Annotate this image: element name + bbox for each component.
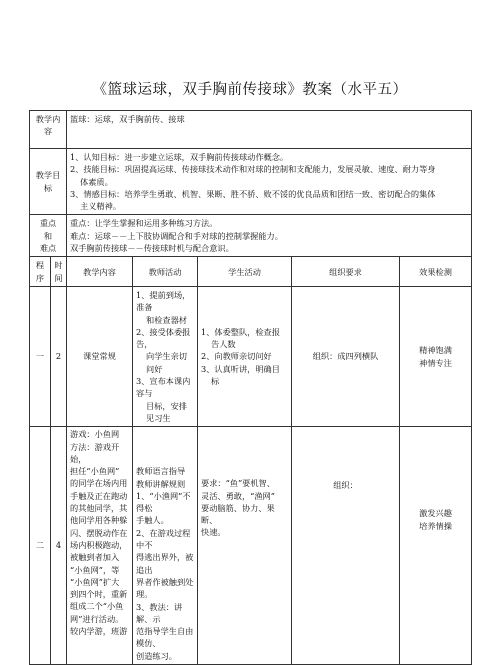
header-effect: 效果检测: [400, 257, 472, 287]
row-content: [67, 427, 133, 665]
goals-list: [67, 149, 472, 215]
row-teacher: [133, 427, 198, 665]
student-step-cont: 标: [211, 376, 220, 387]
row-content: 课堂常规: [67, 286, 133, 426]
teacher-line: 创造练习。: [136, 650, 177, 661]
student-step: 3、认真听讲，明确目: [201, 363, 280, 374]
goals-row: [30, 149, 472, 215]
effect-line: 精神饱满: [419, 345, 452, 356]
student-step: 1、体委整队，检查报: [201, 326, 280, 337]
teacher-line: 2、在游戏过程中不: [136, 527, 191, 551]
row-seq: 一: [30, 286, 51, 426]
content-line: 到四个时，重新: [70, 589, 128, 600]
content-line: 他同学用各种躲: [70, 515, 128, 526]
header-teacher: 教师活动: [133, 257, 198, 287]
goal-item: 3、情感目标：培养学生勇敢、机智、果断、胜不骄、败不馁的优良品质和团结一致、密切配合的集体: [70, 188, 436, 199]
teacher-step: 1、提前到场，准备: [136, 289, 191, 313]
keypoint-line: 重点：让学生掌握和运用多种练习方法。: [70, 218, 218, 229]
keypoint-line: 难点：运球－－上下肢协调配合和手对球的控制掌握能力。: [70, 230, 283, 241]
student-line: 快速。: [201, 527, 226, 538]
goals-label: 教学目标: [30, 149, 67, 215]
content-line: 场内积极跑动，: [70, 539, 128, 550]
keypoints-label-line: 重点: [39, 218, 57, 229]
row-seq: 二: [30, 427, 51, 665]
teacher-line: 范指导学生自由模仿、: [136, 626, 194, 649]
header-student: 学生活动: [198, 257, 292, 287]
row-org: 组织：成四列横队: [292, 286, 400, 426]
effect-line: 神情专注: [419, 357, 452, 368]
content-line: 游戏：小鱼网: [70, 429, 120, 440]
content-line: “小鱼网”，等: [70, 564, 120, 575]
keypoints-label-line: 和: [43, 230, 53, 241]
teacher-step-cont: 和检查器材: [146, 314, 187, 325]
keypoints-text: [67, 215, 472, 257]
content-line: 手触及正在跑动: [70, 490, 128, 501]
teacher-line: 3、教法：讲解、示: [136, 601, 183, 624]
content-line: 方法：游戏开始，: [70, 441, 120, 464]
student-step: 2、向教师亲切问好: [201, 351, 272, 362]
row-student: [198, 427, 292, 665]
header-content: 教学内容: [67, 257, 133, 287]
teacher-line: 手触人。: [136, 515, 169, 526]
content-line: 组成二个“小鱼: [70, 601, 124, 612]
goal-item-cont: 主义精神。: [80, 201, 121, 212]
student-line: 要动脑筋、协力、果断、: [201, 502, 275, 526]
row-time: 2: [51, 286, 67, 426]
content-line: 的同学在场内用: [70, 478, 128, 489]
table-row: [30, 286, 472, 426]
header-seq: 程序: [30, 257, 51, 287]
content-label: 教学内容: [30, 111, 67, 149]
header-org: 组织要求: [292, 257, 400, 287]
row-time: 4: [51, 427, 67, 665]
teacher-line: 教师语言指导: [136, 466, 186, 477]
lesson-plan-table: [29, 110, 472, 665]
content-value: 篮球：运球，双手胸前传、接球: [67, 111, 472, 149]
goal-item: 1、认知目标：进一步建立运球，双手胸前传接球动作概念。: [70, 152, 289, 162]
row-org: 组织：: [292, 427, 400, 665]
content-line: 网”进行活动。: [70, 613, 124, 624]
content-line: “小鱼网”扩大: [70, 576, 120, 587]
row-effect: [400, 286, 472, 426]
teacher-step-cont: 向学生亲切问好: [146, 351, 187, 374]
goal-item: 2、技能目标：巩固提高运球、传接球技术动作和对球的控制和支配能力，发展灵敏、速度、耐力等身: [70, 164, 436, 175]
student-step-cont: 告人数: [211, 339, 236, 350]
student-line: 灵活、勇敢，“渔网”: [201, 490, 275, 501]
header-row: [30, 257, 472, 287]
header-time: 时间: [51, 257, 67, 287]
content-line: 较内学游，班游: [70, 625, 128, 636]
teacher-line: 界者作被触到处理。: [136, 576, 194, 600]
content-line: 闪、摆脱动作在: [70, 527, 128, 538]
content-line: 被触到者加入: [70, 552, 120, 563]
teacher-line: 得逃出界外，被追出: [136, 552, 194, 575]
row-teacher: [133, 286, 198, 426]
document-title: 《篮球运球，双手胸前传接球》教案（水平五）: [92, 82, 408, 98]
student-line: 要求：“鱼”要机智、: [201, 478, 275, 489]
teacher-line: 教师讲解规则: [136, 478, 186, 489]
effect-line: 激发兴趣: [419, 508, 452, 519]
content-line: 担任“小鱼网”: [70, 466, 120, 477]
keypoints-label-line: 难点: [39, 243, 57, 254]
keypoints-row: [30, 215, 472, 257]
row-student: [198, 286, 292, 426]
effect-line: 培养情操: [419, 520, 452, 531]
teacher-line: 1、“小渔网”不得松: [136, 490, 191, 514]
teacher-step: 2、接受体委报告，: [136, 326, 191, 350]
teacher-step: 3、宣布本课内容与: [136, 376, 191, 399]
goal-item-cont: 体素质。: [80, 176, 113, 187]
row-effect: [400, 427, 472, 665]
table-row: [30, 427, 472, 665]
keypoints-label: [30, 215, 67, 257]
keypoint-line: 双手胸前传接球－－传接球时机与配合意识。: [70, 243, 234, 254]
content-line: 的其他同学，其: [70, 503, 128, 514]
teacher-step-cont: 目标，安排见习生: [146, 400, 187, 423]
content-row: [30, 111, 472, 149]
